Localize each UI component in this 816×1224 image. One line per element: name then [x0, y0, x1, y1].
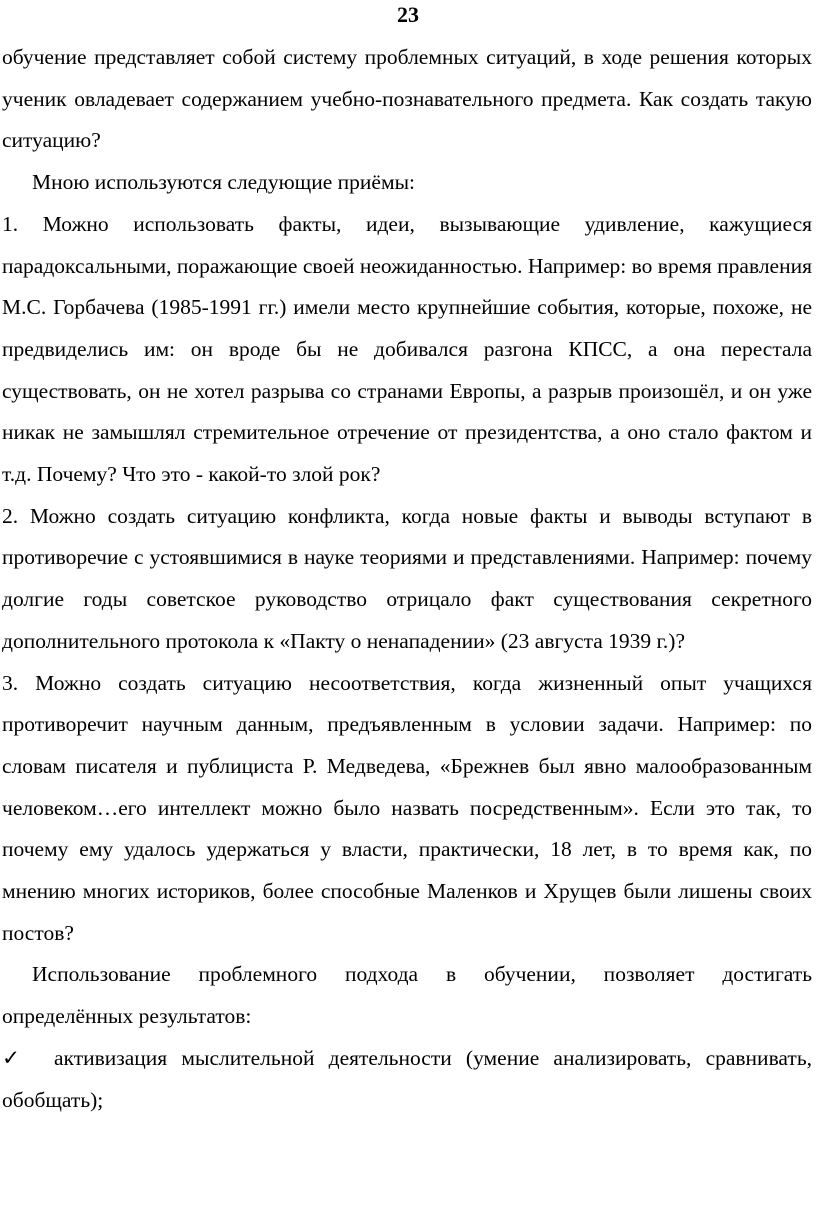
paragraph-technique-3: 3. Можно создать ситуацию несоответствия, когда жизненный опыт учащихся противоречит научным данным, предъявленным в условии задачи. Например: по словам писателя и публициста Р. Медведева, «Брежнев был явно малообразованным человеком…его интеллект можно было назвать посредственным». Если это так, то почему ему удалось удержаться у власти, практически, 18 лет, в то время как, по мнению многих историков, более способные Маленков и Хрущев были лишены своих постов? [2, 670, 812, 945]
paragraph-techniques-intro: Мною используются следующие приёмы: [32, 170, 415, 195]
paragraph-technique-1: 1. Можно использовать факты, идеи, вызывающие удивление, кажущиеся парадоксальными, поражающие своей неожиданностью. Например: во время правления М.С. Горбачева (1985-1991 гг.) имели место крупнейшие события, которые, похоже, не предвиделись им: он вроде бы не добивался разгона КПСС, а она перестала существовать, он не хотел разрыва со странами Европы, а разрыв произошёл, и он уже никак не замышлял стремительное отречение от президентства, а оно стало фактом и т.д. Почему? Что это - какой-то злой рок? [2, 211, 812, 487]
paragraph-technique-2: 2. Можно создать ситуацию конфликта, когда новые факты и выводы вступают в противоречие с устоявшимися в науке теориями и представлениями. Например: почему долгие годы советское руководство отрицало факт существования секретного дополнительного протокола к «Пакту о ненападении» (23 августа 1939 г.)? [2, 503, 812, 653]
bullet-item [2, 1038, 812, 1121]
bullet-text: активизация мыслительной деятельности (умение анализировать, сравнивать, обобщать); [2, 1045, 812, 1112]
paragraph-continuation: обучение представляет собой систему проблемных ситуаций, в ходе решения которых ученик овладевает содержанием учебно-познавательного предмета. Как создать такую ситуацию? [2, 45, 812, 153]
paragraph-results-intro: Использование проблемного подхода в обучении, позволяет достигать определённых результатов: [2, 962, 812, 1029]
page-number: 23 [397, 2, 419, 27]
checkmark-icon: ✓ [2, 1045, 21, 1070]
body-text [2, 37, 812, 1121]
